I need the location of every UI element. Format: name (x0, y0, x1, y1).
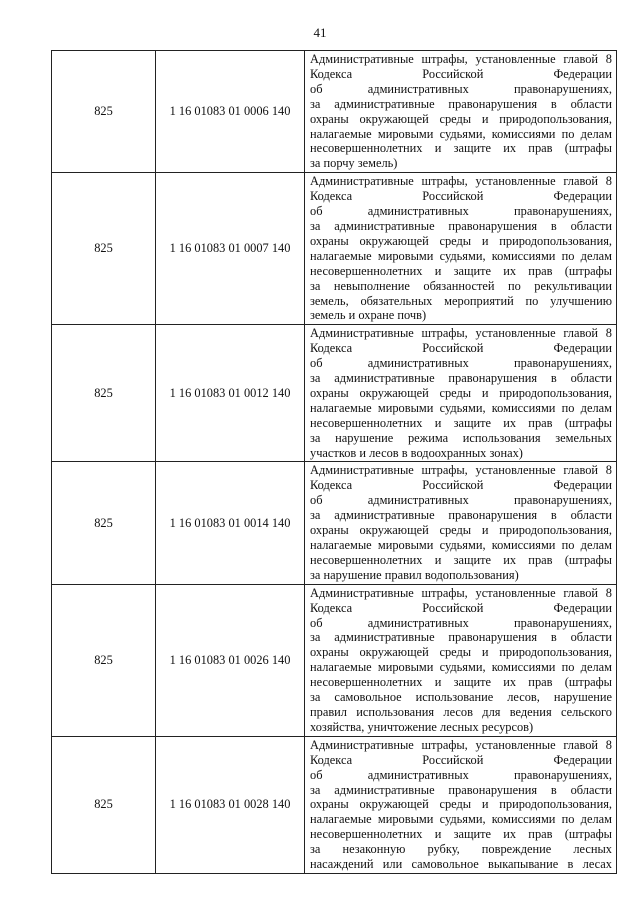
description-line: Административные штрафы, установленные главой 8 (310, 52, 612, 66)
kbk-code-cell: 1 16 01083 01 0028 140 (156, 736, 305, 873)
admin-code-cell: 825 (52, 173, 156, 325)
description-line: об административных правонарушениях, (310, 493, 612, 508)
description-line: за административные правонарушения в области (310, 96, 612, 111)
description-line: Кодекса Российской Федерации (310, 478, 612, 493)
description-cell (305, 51, 617, 173)
description-line: Кодекса Российской Федерации (310, 341, 612, 356)
description-line: налагаемые мировыми судьями, комиссиями по делам (310, 538, 612, 552)
description-line: несовершеннолетних и защите их прав (штрафы (310, 552, 612, 567)
admin-code-cell: 825 (52, 736, 156, 873)
table-row (52, 584, 617, 736)
description-line: налагаемые мировыми судьями, комиссиями по делам (310, 126, 612, 141)
description-line: насаждений или самовольное выкапывание в лесах (310, 857, 612, 872)
description-line: Административные штрафы, установленные главой 8 (310, 737, 612, 752)
description-line: за административные правонарушения в области (310, 508, 612, 523)
description-line: хозяйства, уничтожение лесных ресурсов) (310, 719, 534, 734)
admin-code-cell: 825 (52, 584, 156, 736)
description-line: Кодекса Российской Федерации (310, 189, 612, 204)
description-line: налагаемые мировыми судьями, комиссиями по делам (310, 812, 612, 827)
description-line: несовершеннолетних и защите их прав (штрафы (310, 675, 612, 690)
description-line: охраны окружающей среды и природопользования, (310, 385, 612, 400)
description-line: налагаемые мировыми судьями, комиссиями по делам (310, 248, 612, 263)
description-line: налагаемые мировыми судьями, комиссиями по делам (310, 400, 612, 415)
description-line: несовершеннолетних и защите их прав (штрафы (310, 263, 612, 278)
description-cell (305, 584, 617, 736)
description-line: об административных правонарушениях, (310, 615, 612, 630)
budget-codes-table (51, 50, 617, 874)
description-line: несовершеннолетних и защите их прав (штрафы (310, 141, 612, 156)
description-cell (305, 736, 617, 873)
description-line: за невыполнение обязанностей по рекультивации (310, 278, 612, 293)
table-row (52, 736, 617, 873)
description-cell (305, 325, 617, 462)
page-number: 41 (313, 25, 327, 40)
description-line: Административные штрафы, установленные главой 8 (310, 326, 612, 341)
description-line: несовершеннолетних и защите их прав (штрафы (310, 827, 612, 842)
description-line: несовершеннолетних и защите их прав (штрафы (310, 415, 612, 430)
admin-code-cell: 825 (52, 51, 156, 173)
kbk-code-cell: 1 16 01083 01 0007 140 (156, 173, 305, 325)
description-cell (305, 462, 617, 584)
description-line: об административных правонарушениях, (310, 356, 612, 371)
description-line: об административных правонарушениях, (310, 767, 612, 782)
description-line: об административных правонарушениях, (310, 81, 612, 96)
description-line: охраны окружающей среды и природопользования, (310, 111, 612, 126)
description-line: об административных правонарушениях, (310, 204, 612, 219)
description-line: за административные правонарушения в области (310, 630, 612, 645)
kbk-code-cell: 1 16 01083 01 0006 140 (156, 51, 305, 173)
description-line: охраны окружающей среды и природопользования, (310, 233, 612, 248)
description-line: земель и охране почв) (310, 308, 427, 323)
table-row (52, 462, 617, 584)
description-line: за нарушение режима использования земельных (310, 430, 612, 445)
description-line: Кодекса Российской Федерации (310, 600, 612, 615)
description-line: Административные штрафы, установленные главой 8 (310, 174, 612, 189)
description-line: за самовольное использование лесов, нарушение (310, 690, 612, 705)
description-line: за порчу земель) (310, 156, 398, 171)
description-line: за административные правонарушения в области (310, 371, 612, 386)
table-row (52, 325, 617, 462)
table-row (52, 173, 617, 325)
description-line: участков и лесов в водоохранных зонах) (310, 445, 523, 460)
description-line: охраны окружающей среды и природопользования, (310, 645, 612, 660)
admin-code-cell: 825 (52, 462, 156, 584)
description-line: земель, обязательных мероприятий по улучшению (310, 293, 612, 308)
description-line: правил использования лесов для ведения сельского (310, 704, 612, 719)
description-line: Кодекса Российской Федерации (310, 752, 612, 767)
description-line: за административные правонарушения в области (310, 782, 612, 797)
table-row (52, 51, 617, 173)
kbk-code-cell: 1 16 01083 01 0012 140 (156, 325, 305, 462)
table-body (52, 51, 617, 874)
description-line: Административные штрафы, установленные главой 8 (310, 585, 612, 600)
kbk-code-cell: 1 16 01083 01 0014 140 (156, 462, 305, 584)
admin-code-cell: 825 (52, 325, 156, 462)
description-line: Административные штрафы, установленные главой 8 (310, 463, 612, 478)
description-line: за административные правонарушения в области (310, 218, 612, 233)
description-line: охраны окружающей среды и природопользования, (310, 797, 612, 812)
description-line: Кодекса Российской Федерации (310, 66, 612, 81)
description-line: налагаемые мировыми судьями, комиссиями по делам (310, 660, 612, 675)
description-cell (305, 173, 617, 325)
description-line: охраны окружающей среды и природопользования, (310, 523, 612, 538)
description-line: за незаконную рубку, повреждение лесных (310, 842, 612, 857)
description-line: за нарушение правил водопользования) (310, 567, 519, 582)
kbk-code-cell: 1 16 01083 01 0026 140 (156, 584, 305, 736)
